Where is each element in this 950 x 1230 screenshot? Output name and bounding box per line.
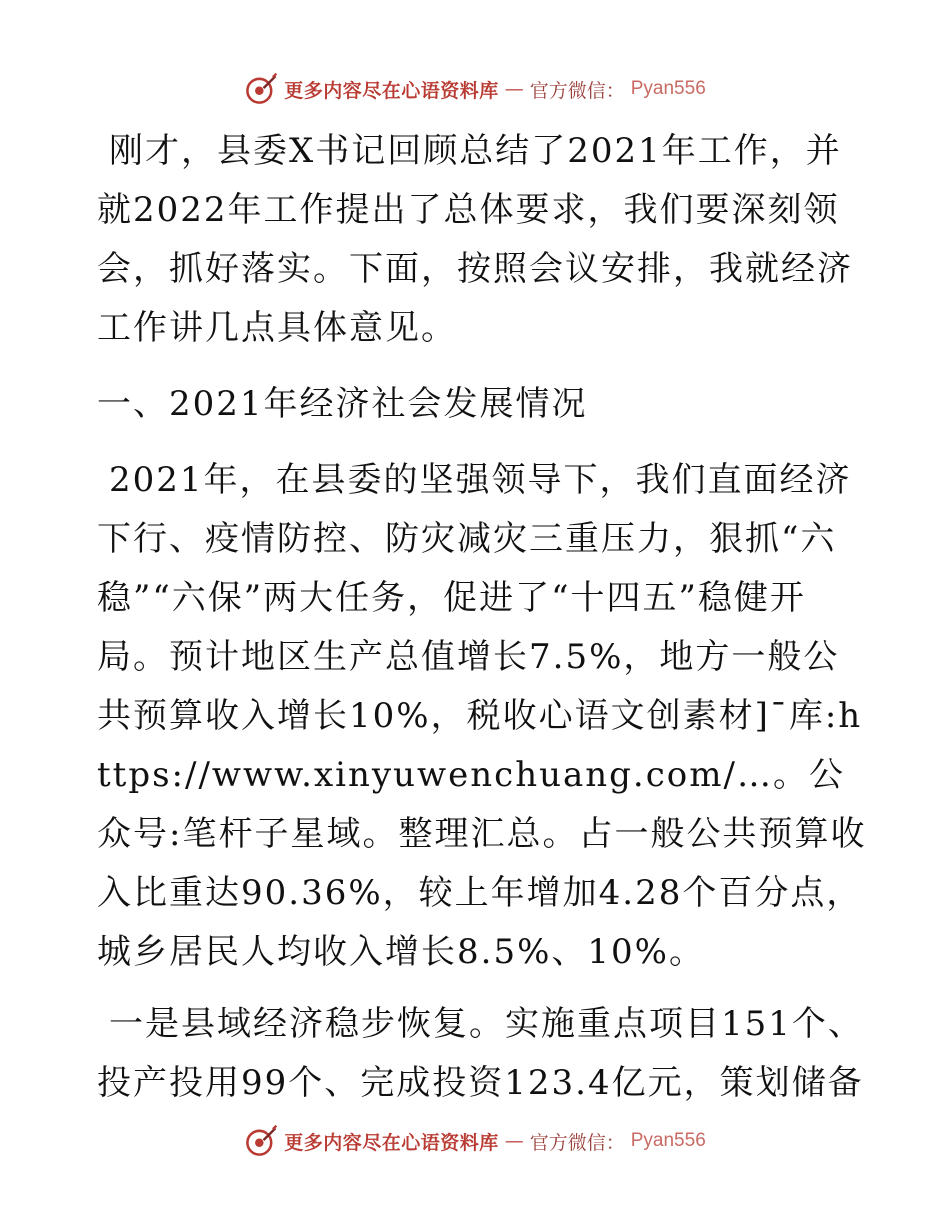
banner-official-label: 官方微信： — [529, 1131, 625, 1154]
banner-dash: — — [504, 1130, 524, 1152]
document-body — [97, 122, 867, 1113]
header-banner — [0, 72, 950, 106]
banner-official-label: 官方微信： — [529, 79, 625, 102]
footer-banner — [0, 1124, 950, 1158]
banner-dash: — — [504, 78, 524, 100]
banner-main-text: 更多内容尽在心语资料库 — [284, 1131, 499, 1154]
paragraph-intro: 刚才，县委X书记回顾总结了2021年工作，并就2022年工作提出了总体要求，我们要深刻领会，抓好落实。下面，按照会议安排，我就经济工作讲几点具体意见。 — [97, 131, 853, 348]
banner-wechat-id: Pyan556 — [630, 78, 706, 99]
banner-main-text: 更多内容尽在心语资料库 — [284, 79, 499, 102]
paragraph-overview: 2021年，在县委的坚强领导下，我们直面经济下行、疫情防控、防灾减灾三重压力，狠抓“六稳”“六保”两大任务，促进了“十四五”稳健开局。预计地区生产总值增长7.5%，地方一般公共预算收入增长10%，税收心语文创素材]¯库:https://www.xinyuwenchuang.com/…。公众号:笔杆子星域。整理汇总。占一般公共预算收入比重达90.36%，较上年增加4.28个百分点，城乡居民人均收入增长8.5%、10%。 — [97, 460, 867, 972]
section-heading: 一、2021年经济社会发展情况 — [97, 384, 588, 424]
pen-logo-icon — [244, 1124, 278, 1158]
pen-logo-icon — [244, 72, 278, 106]
banner-wechat-id: Pyan556 — [630, 1130, 706, 1151]
paragraph-point-one: 一是县域经济稳步恢复。实施重点项目151个、投产投用99个、完成投资123.4亿元，策划储备 — [97, 1004, 864, 1103]
